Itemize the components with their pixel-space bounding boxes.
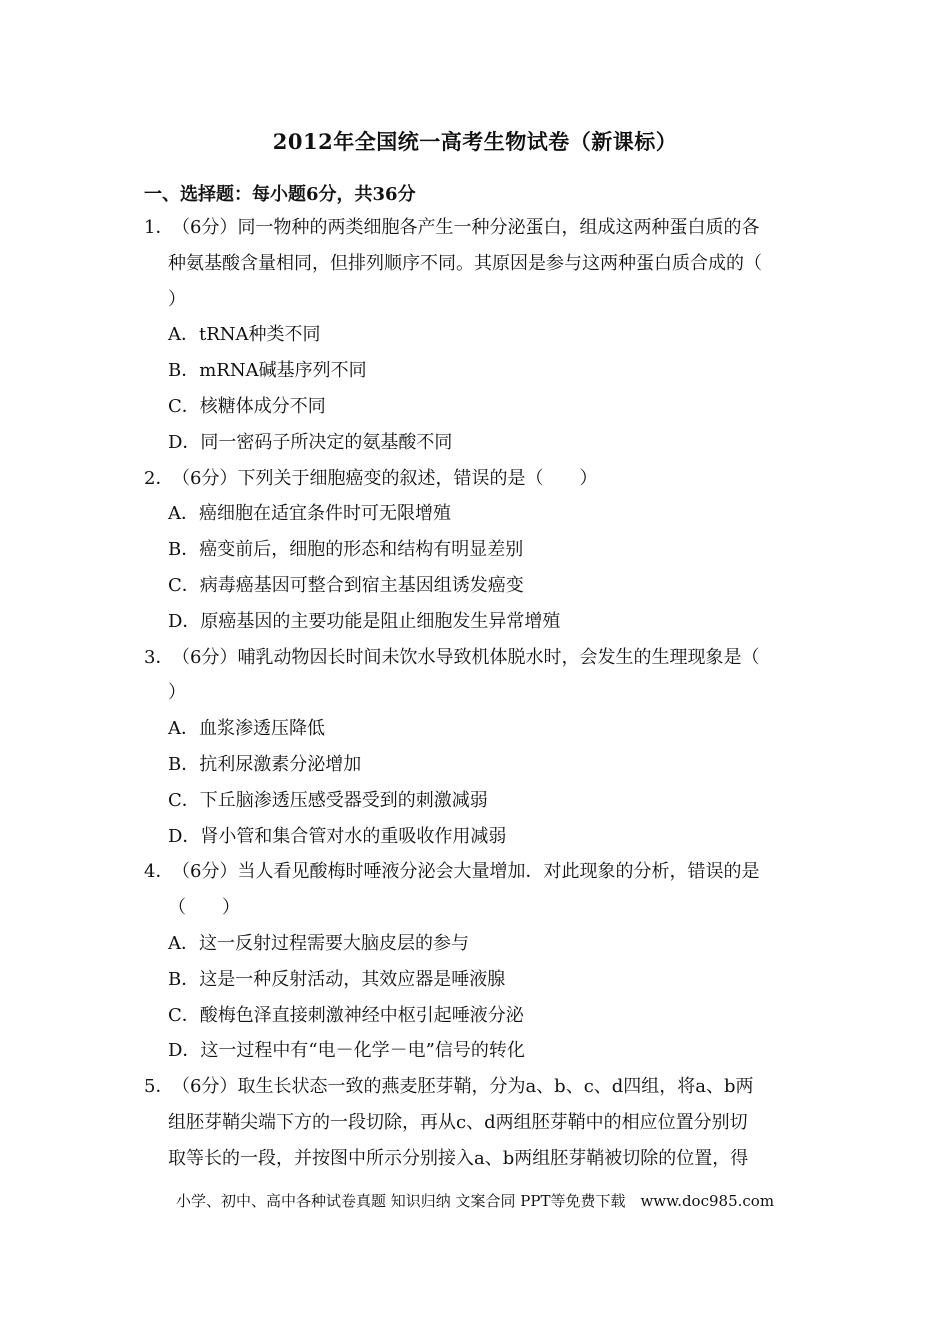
option-c: C．酸梅色泽直接刺激神经中枢引起唾液分泌 bbox=[168, 1004, 524, 1026]
question-list bbox=[144, 210, 809, 1177]
option-a: A．癌细胞在适宜条件时可无限增殖 bbox=[168, 503, 451, 525]
option-b: B．抗利尿激素分泌增加 bbox=[168, 753, 362, 775]
question-2 bbox=[144, 461, 809, 640]
question-stem bbox=[144, 210, 809, 246]
option-c: C．病毒癌基因可整合到宿主基因组诱发癌变 bbox=[168, 574, 524, 596]
question-1 bbox=[144, 210, 809, 461]
question-3 bbox=[144, 640, 809, 855]
option-d: D．肾小管和集合管对水的重吸收作用减弱 bbox=[168, 825, 507, 847]
page-footer: 小学、初中、高中各种试卷真题 知识归纳 文案合同 PPT等免费下载 www.doc985.com bbox=[175, 1192, 775, 1210]
question-stem bbox=[144, 1069, 809, 1105]
question-number: 1． bbox=[144, 217, 174, 238]
option-a: A．tRNA种类不同 bbox=[168, 324, 321, 346]
question-number: 5． bbox=[144, 1076, 174, 1098]
question-text-line: 种氨基酸含量相同，但排列顺序不同。其原因是参与这两种蛋白质合成的（ bbox=[168, 252, 762, 274]
option-a: A．这一反射过程需要大脑皮层的参与 bbox=[168, 932, 469, 954]
option-a: A．血浆渗透压降低 bbox=[168, 718, 325, 740]
question-text-line: （6分）当人看见酸梅时唾液分泌会大量增加．对此现象的分析，错误的是 bbox=[172, 861, 760, 883]
option-b: B．癌变前后，细胞的形态和结构有明显差别 bbox=[168, 539, 524, 561]
question-stem bbox=[144, 854, 809, 890]
option-b: B．这是一种反射活动，其效应器是唾液腺 bbox=[168, 968, 506, 990]
option-b: B．mRNA碱基序列不同 bbox=[168, 360, 367, 382]
question-text-line: 取等长的一段，并按图中所示分别接入a、b两组胚芽鞘被切除的位置，得 bbox=[168, 1147, 749, 1169]
question-stem bbox=[144, 640, 809, 676]
option-c: C．下丘脑渗透压感受器受到的刺激减弱 bbox=[168, 789, 488, 811]
question-text-line: （6分）取生长状态一致的燕麦胚芽鞘，分为a、b、c、d四组，将a、b两 bbox=[172, 1076, 754, 1098]
page-title: 2012年全国统一高考生物试卷（新课标） bbox=[272, 129, 678, 154]
question-number: 2． bbox=[144, 467, 174, 489]
question-4 bbox=[144, 854, 809, 1069]
question-text-line: 组胚芽鞘尖端下方的一段切除，再从c、d两组胚芽鞘中的相应位置分别切 bbox=[168, 1111, 748, 1133]
question-text-line: ） bbox=[168, 682, 186, 704]
question-5 bbox=[144, 1069, 809, 1176]
question-number: 3． bbox=[144, 646, 174, 668]
question-stem bbox=[144, 461, 809, 497]
option-d: D．原癌基因的主要功能是阻止细胞发生异常增殖 bbox=[168, 610, 561, 632]
option-d: D．同一密码子所决定的氨基酸不同 bbox=[168, 431, 453, 453]
option-d: D．这一过程中有“电－化学－电”信号的转化 bbox=[168, 1040, 525, 1062]
question-text-line: （6分）下列关于细胞癌变的叙述，错误的是（ ） bbox=[172, 467, 598, 489]
question-text-line: ） bbox=[168, 288, 186, 310]
option-c: C．核糖体成分不同 bbox=[168, 395, 326, 417]
question-number: 4． bbox=[144, 861, 174, 883]
question-text-line: （ ） bbox=[168, 897, 240, 919]
question-text-line: （6分）同一物种的两类细胞各产生一种分泌蛋白，组成这两种蛋白质的各 bbox=[172, 217, 760, 238]
section-heading: 一、选择题：每小题6分，共36分 bbox=[144, 184, 416, 205]
question-text-line: （6分）哺乳动物因长时间未饮水导致机体脱水时，会发生的生理现象是（ bbox=[172, 646, 760, 668]
